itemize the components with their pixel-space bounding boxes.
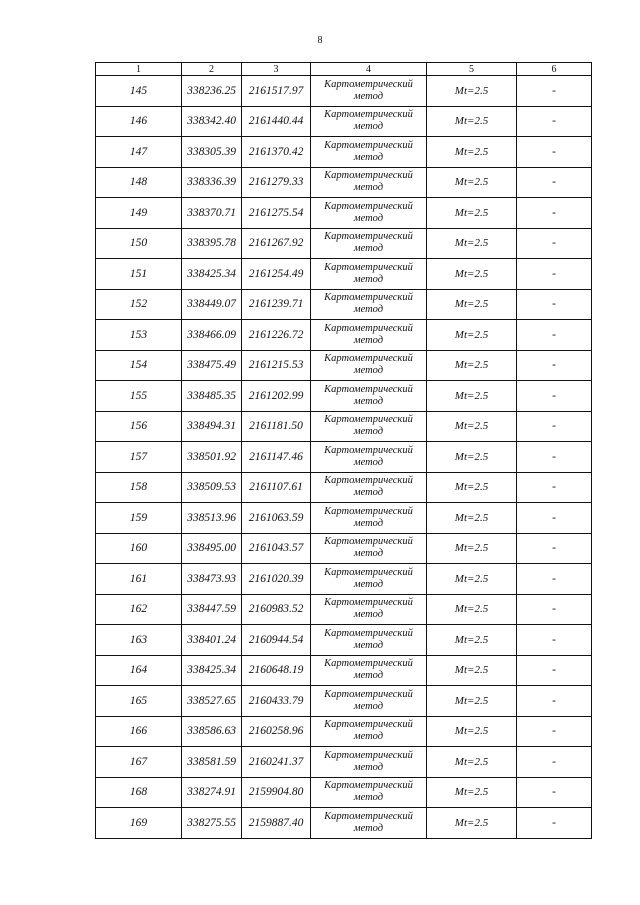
table-row [96,76,592,107]
note-cell: - [517,625,592,656]
method-cell: Картометрический метод [311,716,427,747]
column-header-4: 4 [311,63,427,76]
method-cell: Картометрический метод [311,564,427,595]
note-cell: - [517,228,592,259]
page-number: 8 [317,35,323,46]
table-row [96,350,592,381]
point-number-cell: 157 [96,442,182,473]
point-number-cell: 156 [96,411,182,442]
point-number-cell: 149 [96,198,182,229]
method-cell: Картометрический метод [311,503,427,534]
column-header-3: 3 [242,63,311,76]
table-row [96,808,592,839]
method-cell: Картометрический метод [311,533,427,564]
x-coordinate-cell: 338513.96 [182,503,242,534]
x-coordinate-cell: 338509.53 [182,472,242,503]
note-cell: - [517,442,592,473]
y-coordinate-cell: 2161063.59 [242,503,311,534]
method-cell: Картометрический метод [311,289,427,320]
table-body [96,76,592,839]
y-coordinate-cell: 2159904.80 [242,777,311,808]
header-row [96,63,592,76]
accuracy-cell: Mt=2.5 [427,686,517,717]
point-number-cell: 150 [96,228,182,259]
point-number-cell: 160 [96,533,182,564]
accuracy-cell: Mt=2.5 [427,808,517,839]
x-coordinate-cell: 338527.65 [182,686,242,717]
column-header-6: 6 [517,63,592,76]
method-cell: Картометрический метод [311,411,427,442]
point-number-cell: 161 [96,564,182,595]
note-cell: - [517,777,592,808]
x-coordinate-cell: 338501.92 [182,442,242,473]
y-coordinate-cell: 2160648.19 [242,655,311,686]
y-coordinate-cell: 2161275.54 [242,198,311,229]
accuracy-cell: Mt=2.5 [427,472,517,503]
table-row [96,564,592,595]
y-coordinate-cell: 2161279.33 [242,167,311,198]
table-row [96,686,592,717]
table-row [96,228,592,259]
y-coordinate-cell: 2161267.92 [242,228,311,259]
y-coordinate-cell: 2161215.53 [242,350,311,381]
note-cell: - [517,289,592,320]
method-cell: Картометрический метод [311,320,427,351]
y-coordinate-cell: 2161517.97 [242,76,311,107]
point-number-cell: 158 [96,472,182,503]
note-cell: - [517,381,592,412]
note-cell: - [517,503,592,534]
method-cell: Картометрический метод [311,76,427,107]
accuracy-cell: Mt=2.5 [427,228,517,259]
table-row [96,716,592,747]
x-coordinate-cell: 338473.93 [182,564,242,595]
accuracy-cell: Mt=2.5 [427,76,517,107]
note-cell: - [517,564,592,595]
y-coordinate-cell: 2161370.42 [242,137,311,168]
point-number-cell: 164 [96,655,182,686]
column-header-5: 5 [427,63,517,76]
accuracy-cell: Mt=2.5 [427,594,517,625]
x-coordinate-cell: 338449.07 [182,289,242,320]
accuracy-cell: Mt=2.5 [427,777,517,808]
x-coordinate-cell: 338581.59 [182,747,242,778]
x-coordinate-cell: 338274.91 [182,777,242,808]
table-row [96,137,592,168]
method-cell: Картометрический метод [311,137,427,168]
y-coordinate-cell: 2161020.39 [242,564,311,595]
x-coordinate-cell: 338336.39 [182,167,242,198]
method-cell: Картометрический метод [311,625,427,656]
x-coordinate-cell: 338494.31 [182,411,242,442]
point-number-cell: 148 [96,167,182,198]
table-row [96,472,592,503]
method-cell: Картометрический метод [311,686,427,717]
point-number-cell: 163 [96,625,182,656]
note-cell: - [517,472,592,503]
accuracy-cell: Mt=2.5 [427,106,517,137]
x-coordinate-cell: 338236.25 [182,76,242,107]
method-cell: Картометрический метод [311,808,427,839]
point-number-cell: 162 [96,594,182,625]
note-cell: - [517,533,592,564]
point-number-cell: 151 [96,259,182,290]
note-cell: - [517,137,592,168]
note-cell: - [517,716,592,747]
table-row [96,411,592,442]
table-row [96,381,592,412]
point-number-cell: 154 [96,350,182,381]
point-number-cell: 168 [96,777,182,808]
note-cell: - [517,167,592,198]
x-coordinate-cell: 338275.55 [182,808,242,839]
point-number-cell: 152 [96,289,182,320]
y-coordinate-cell: 2160258.96 [242,716,311,747]
method-cell: Картометрический метод [311,777,427,808]
accuracy-cell: Mt=2.5 [427,716,517,747]
table-row [96,747,592,778]
accuracy-cell: Mt=2.5 [427,564,517,595]
method-cell: Картометрический метод [311,106,427,137]
table-row [96,106,592,137]
method-cell: Картометрический метод [311,228,427,259]
accuracy-cell: Mt=2.5 [427,137,517,168]
y-coordinate-cell: 2161147.46 [242,442,311,473]
y-coordinate-cell: 2161181.50 [242,411,311,442]
method-cell: Картометрический метод [311,442,427,473]
y-coordinate-cell: 2161226.72 [242,320,311,351]
note-cell: - [517,350,592,381]
table-row [96,625,592,656]
note-cell: - [517,808,592,839]
column-header-1: 1 [96,63,182,76]
accuracy-cell: Mt=2.5 [427,289,517,320]
table-row [96,594,592,625]
point-number-cell: 165 [96,686,182,717]
method-cell: Картометрический метод [311,198,427,229]
x-coordinate-cell: 338466.09 [182,320,242,351]
note-cell: - [517,198,592,229]
y-coordinate-cell: 2160241.37 [242,747,311,778]
y-coordinate-cell: 2161043.57 [242,533,311,564]
accuracy-cell: Mt=2.5 [427,533,517,564]
x-coordinate-cell: 338305.39 [182,137,242,168]
note-cell: - [517,411,592,442]
note-cell: - [517,106,592,137]
accuracy-cell: Mt=2.5 [427,320,517,351]
point-number-cell: 147 [96,137,182,168]
point-number-cell: 145 [96,76,182,107]
x-coordinate-cell: 338370.71 [182,198,242,229]
table-row [96,442,592,473]
point-number-cell: 155 [96,381,182,412]
accuracy-cell: Mt=2.5 [427,381,517,412]
table-row [96,503,592,534]
x-coordinate-cell: 338425.34 [182,655,242,686]
note-cell: - [517,320,592,351]
x-coordinate-cell: 338447.59 [182,594,242,625]
column-header-2: 2 [182,63,242,76]
y-coordinate-cell: 2161107.61 [242,472,311,503]
x-coordinate-cell: 338495.00 [182,533,242,564]
point-number-cell: 166 [96,716,182,747]
accuracy-cell: Mt=2.5 [427,198,517,229]
note-cell: - [517,655,592,686]
point-number-cell: 153 [96,320,182,351]
accuracy-cell: Mt=2.5 [427,442,517,473]
accuracy-cell: Mt=2.5 [427,747,517,778]
accuracy-cell: Mt=2.5 [427,350,517,381]
point-number-cell: 159 [96,503,182,534]
point-number-cell: 146 [96,106,182,137]
coordinates-table [95,62,592,839]
x-coordinate-cell: 338586.63 [182,716,242,747]
accuracy-cell: Mt=2.5 [427,625,517,656]
x-coordinate-cell: 338485.35 [182,381,242,412]
note-cell: - [517,686,592,717]
x-coordinate-cell: 338475.49 [182,350,242,381]
note-cell: - [517,76,592,107]
method-cell: Картометрический метод [311,472,427,503]
y-coordinate-cell: 2161440.44 [242,106,311,137]
y-coordinate-cell: 2161239.71 [242,289,311,320]
table-row [96,289,592,320]
method-cell: Картометрический метод [311,381,427,412]
accuracy-cell: Mt=2.5 [427,259,517,290]
point-number-cell: 169 [96,808,182,839]
table-row [96,533,592,564]
accuracy-cell: Mt=2.5 [427,503,517,534]
accuracy-cell: Mt=2.5 [427,411,517,442]
x-coordinate-cell: 338425.34 [182,259,242,290]
table-row [96,259,592,290]
method-cell: Картометрический метод [311,747,427,778]
method-cell: Картометрический метод [311,167,427,198]
x-coordinate-cell: 338395.78 [182,228,242,259]
table-row [96,777,592,808]
method-cell: Картометрический метод [311,350,427,381]
table-row [96,320,592,351]
note-cell: - [517,259,592,290]
y-coordinate-cell: 2160983.52 [242,594,311,625]
method-cell: Картометрический метод [311,594,427,625]
y-coordinate-cell: 2160433.79 [242,686,311,717]
table-row [96,655,592,686]
method-cell: Картометрический метод [311,655,427,686]
y-coordinate-cell: 2160944.54 [242,625,311,656]
y-coordinate-cell: 2159887.40 [242,808,311,839]
accuracy-cell: Mt=2.5 [427,167,517,198]
x-coordinate-cell: 338401.24 [182,625,242,656]
note-cell: - [517,747,592,778]
note-cell: - [517,594,592,625]
y-coordinate-cell: 2161254.49 [242,259,311,290]
table-row [96,198,592,229]
y-coordinate-cell: 2161202.99 [242,381,311,412]
point-number-cell: 167 [96,747,182,778]
accuracy-cell: Mt=2.5 [427,655,517,686]
x-coordinate-cell: 338342.40 [182,106,242,137]
table-row [96,167,592,198]
method-cell: Картометрический метод [311,259,427,290]
